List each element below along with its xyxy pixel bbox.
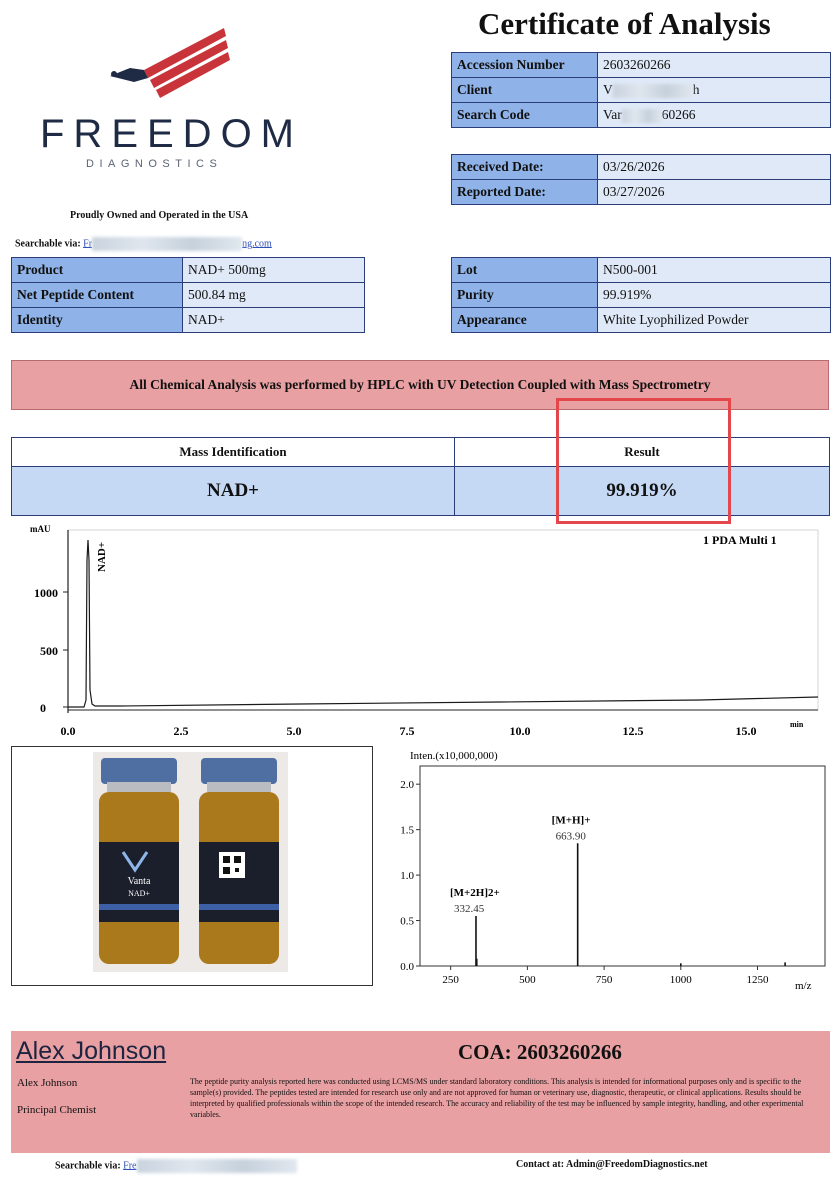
ms-peaks bbox=[450, 814, 785, 966]
x-tick-label: 7.5 bbox=[399, 724, 415, 738]
table-row bbox=[452, 308, 831, 333]
x-tick-label: 12.5 bbox=[622, 724, 644, 738]
table-row bbox=[452, 283, 831, 308]
lot-value: N500-001 bbox=[598, 258, 831, 283]
client-label: Client bbox=[452, 78, 598, 103]
chromatogram-x-ticks bbox=[61, 720, 804, 738]
searchable-label: Searchable via: bbox=[15, 238, 81, 250]
accession-table bbox=[451, 52, 831, 128]
searchable-via-top bbox=[15, 237, 272, 251]
y-tick-label: 1000 bbox=[34, 586, 58, 600]
table-row bbox=[452, 155, 831, 180]
client-value-start: V bbox=[603, 82, 613, 97]
client-value-end: h bbox=[692, 82, 700, 97]
signature: Alex Johnson bbox=[16, 1037, 167, 1065]
search-code-end: 60266 bbox=[661, 107, 696, 122]
ms-x-tick-label: 1000 bbox=[669, 974, 692, 986]
table-row bbox=[12, 308, 365, 333]
result-value: 99.919% bbox=[455, 467, 830, 516]
received-date-value: 03/26/2026 bbox=[598, 155, 831, 180]
ms-x-tick-label: 750 bbox=[595, 974, 613, 986]
table-row bbox=[452, 180, 831, 205]
mass-identification-header: Mass Identification bbox=[12, 438, 455, 467]
x-tick-label: 0.0 bbox=[60, 724, 76, 738]
net-peptide-label: Net Peptide Content bbox=[12, 283, 183, 308]
appearance-label: Appearance bbox=[452, 308, 598, 333]
product-label: Product bbox=[12, 258, 183, 283]
ms-x-tick-label: 250 bbox=[442, 974, 459, 986]
search-code-start: Var bbox=[603, 107, 622, 122]
x-tick-label: 2.5 bbox=[173, 724, 189, 738]
x-tick-label: 15.0 bbox=[735, 724, 757, 738]
redacted-region bbox=[613, 84, 693, 98]
chromatogram-legend: 1 PDA Multi 1 bbox=[703, 533, 777, 547]
ms-y-tick-label: 0.0 bbox=[400, 961, 414, 973]
searchable-link-end[interactable]: ng.com bbox=[242, 238, 272, 250]
chromatogram-plot-area bbox=[68, 530, 818, 710]
reported-date-value: 03/27/2026 bbox=[598, 180, 831, 205]
chromatogram-peak-label: NAD+ bbox=[96, 541, 108, 572]
chromatogram-x-unit: min bbox=[790, 720, 804, 729]
logo-wordmark: FREEDOM bbox=[40, 112, 303, 156]
method-banner: All Chemical Analysis was performed by HPLC with UV Detection Coupled with Mass Spectrometry bbox=[11, 360, 829, 410]
x-tick-label: 5.0 bbox=[286, 724, 302, 738]
redacted-region bbox=[622, 109, 662, 123]
product-value: NAD+ 500mg bbox=[183, 258, 365, 283]
logo-flag-icon bbox=[104, 24, 234, 106]
chromatogram-y-unit: mAU bbox=[30, 524, 51, 534]
table-row bbox=[12, 283, 365, 308]
hplc-chromatogram bbox=[0, 520, 837, 745]
ms-peak-annotation: [M+2H]2+ bbox=[449, 887, 500, 899]
x-tick-label: 10.0 bbox=[509, 724, 531, 738]
lot-label: Lot bbox=[452, 258, 598, 283]
mass-spectrum-chart bbox=[380, 746, 835, 996]
searchable-link-start[interactable]: Fre bbox=[123, 1160, 137, 1172]
table-row bbox=[452, 258, 831, 283]
table-row bbox=[12, 258, 365, 283]
accession-number-value: 2603260266 bbox=[598, 53, 831, 78]
table-row bbox=[452, 103, 831, 128]
logo-subtitle: DIAGNOSTICS bbox=[86, 158, 223, 170]
product-table bbox=[11, 257, 365, 333]
chemist-name: Alex Johnson bbox=[17, 1077, 78, 1089]
vial-brand-label: Vanta bbox=[127, 876, 151, 887]
appearance-value: White Lyophilized Powder bbox=[598, 308, 831, 333]
ms-peak-label: 332.45 bbox=[453, 903, 485, 915]
product-vials-photo bbox=[93, 752, 288, 972]
search-code-label: Search Code bbox=[452, 103, 598, 128]
ms-y-tick-label: 2.0 bbox=[400, 779, 414, 792]
disclaimer-text: The peptide purity analysis reported here was conducted using LCMS/MS under standard laboratory conditions. This analysis is intended for informational purposes only and is specific to the sample(s) provided. The peptides tested are intended for research use only and are not approved for human or veterinary use, diagnostic, therapeutic, or clinical applications. Results should be interpreted by qualified professionals within the scope of the intended research. The accuracy and reliability of the test may be influenced by sample integrity, handling, and other experimental variables. bbox=[190, 1077, 804, 1119]
identity-label: Identity bbox=[12, 308, 183, 333]
table-row bbox=[452, 78, 831, 103]
ms-plot-area bbox=[420, 766, 825, 966]
search-code-value bbox=[598, 103, 831, 128]
redacted-region bbox=[92, 237, 242, 251]
page-title: Certificate of Analysis bbox=[478, 6, 771, 41]
ms-peak-label: 663.90 bbox=[555, 830, 586, 843]
ms-x-tick-label: 500 bbox=[519, 974, 536, 986]
purity-label: Purity bbox=[452, 283, 598, 308]
searchable-link-start[interactable]: Fr bbox=[83, 238, 93, 250]
searchable-via-bottom bbox=[55, 1159, 297, 1173]
lot-table bbox=[451, 257, 831, 333]
chemist-role: Principal Chemist bbox=[17, 1104, 97, 1116]
ms-y-tick-label: 1.5 bbox=[400, 824, 414, 837]
dates-table bbox=[451, 154, 831, 205]
reported-date-label: Reported Date: bbox=[452, 180, 598, 205]
searchable-label: Searchable via: bbox=[55, 1160, 121, 1172]
purity-value: 99.919% bbox=[598, 283, 831, 308]
vial-product-label: NAD+ bbox=[128, 889, 150, 898]
client-value bbox=[598, 78, 831, 103]
result-highlight-box bbox=[556, 398, 731, 524]
coa-number: COA: 2603260266 bbox=[458, 1040, 622, 1064]
accession-number-label: Accession Number bbox=[452, 53, 598, 78]
identity-value: NAD+ bbox=[183, 308, 365, 333]
table-row bbox=[452, 53, 831, 78]
chromatogram-trace bbox=[68, 540, 818, 707]
ms-y-axis-label: Inten.(x10,000,000) bbox=[410, 750, 498, 762]
y-tick-label: 0 bbox=[40, 701, 46, 715]
ms-x-axis-label: m/z bbox=[795, 980, 812, 992]
mass-identification-value: NAD+ bbox=[12, 467, 455, 516]
ms-y-tick-label: 1.0 bbox=[400, 870, 414, 883]
redacted-region bbox=[137, 1159, 297, 1173]
ms-x-tick-label: 1250 bbox=[746, 974, 769, 986]
chromatogram-y-ticks bbox=[34, 586, 68, 715]
ms-ticks bbox=[400, 779, 769, 986]
ms-peak-annotation: [M+H]+ bbox=[551, 814, 591, 827]
net-peptide-value: 500.84 mg bbox=[183, 283, 365, 308]
ms-y-tick-label: 0.5 bbox=[400, 915, 414, 928]
result-header: Result bbox=[455, 438, 830, 467]
received-date-label: Received Date: bbox=[452, 155, 598, 180]
y-tick-label: 500 bbox=[40, 644, 58, 658]
tagline: Proudly Owned and Operated in the USA bbox=[70, 210, 249, 221]
contact-email[interactable]: Contact at: Admin@FreedomDiagnostics.net bbox=[516, 1159, 708, 1170]
